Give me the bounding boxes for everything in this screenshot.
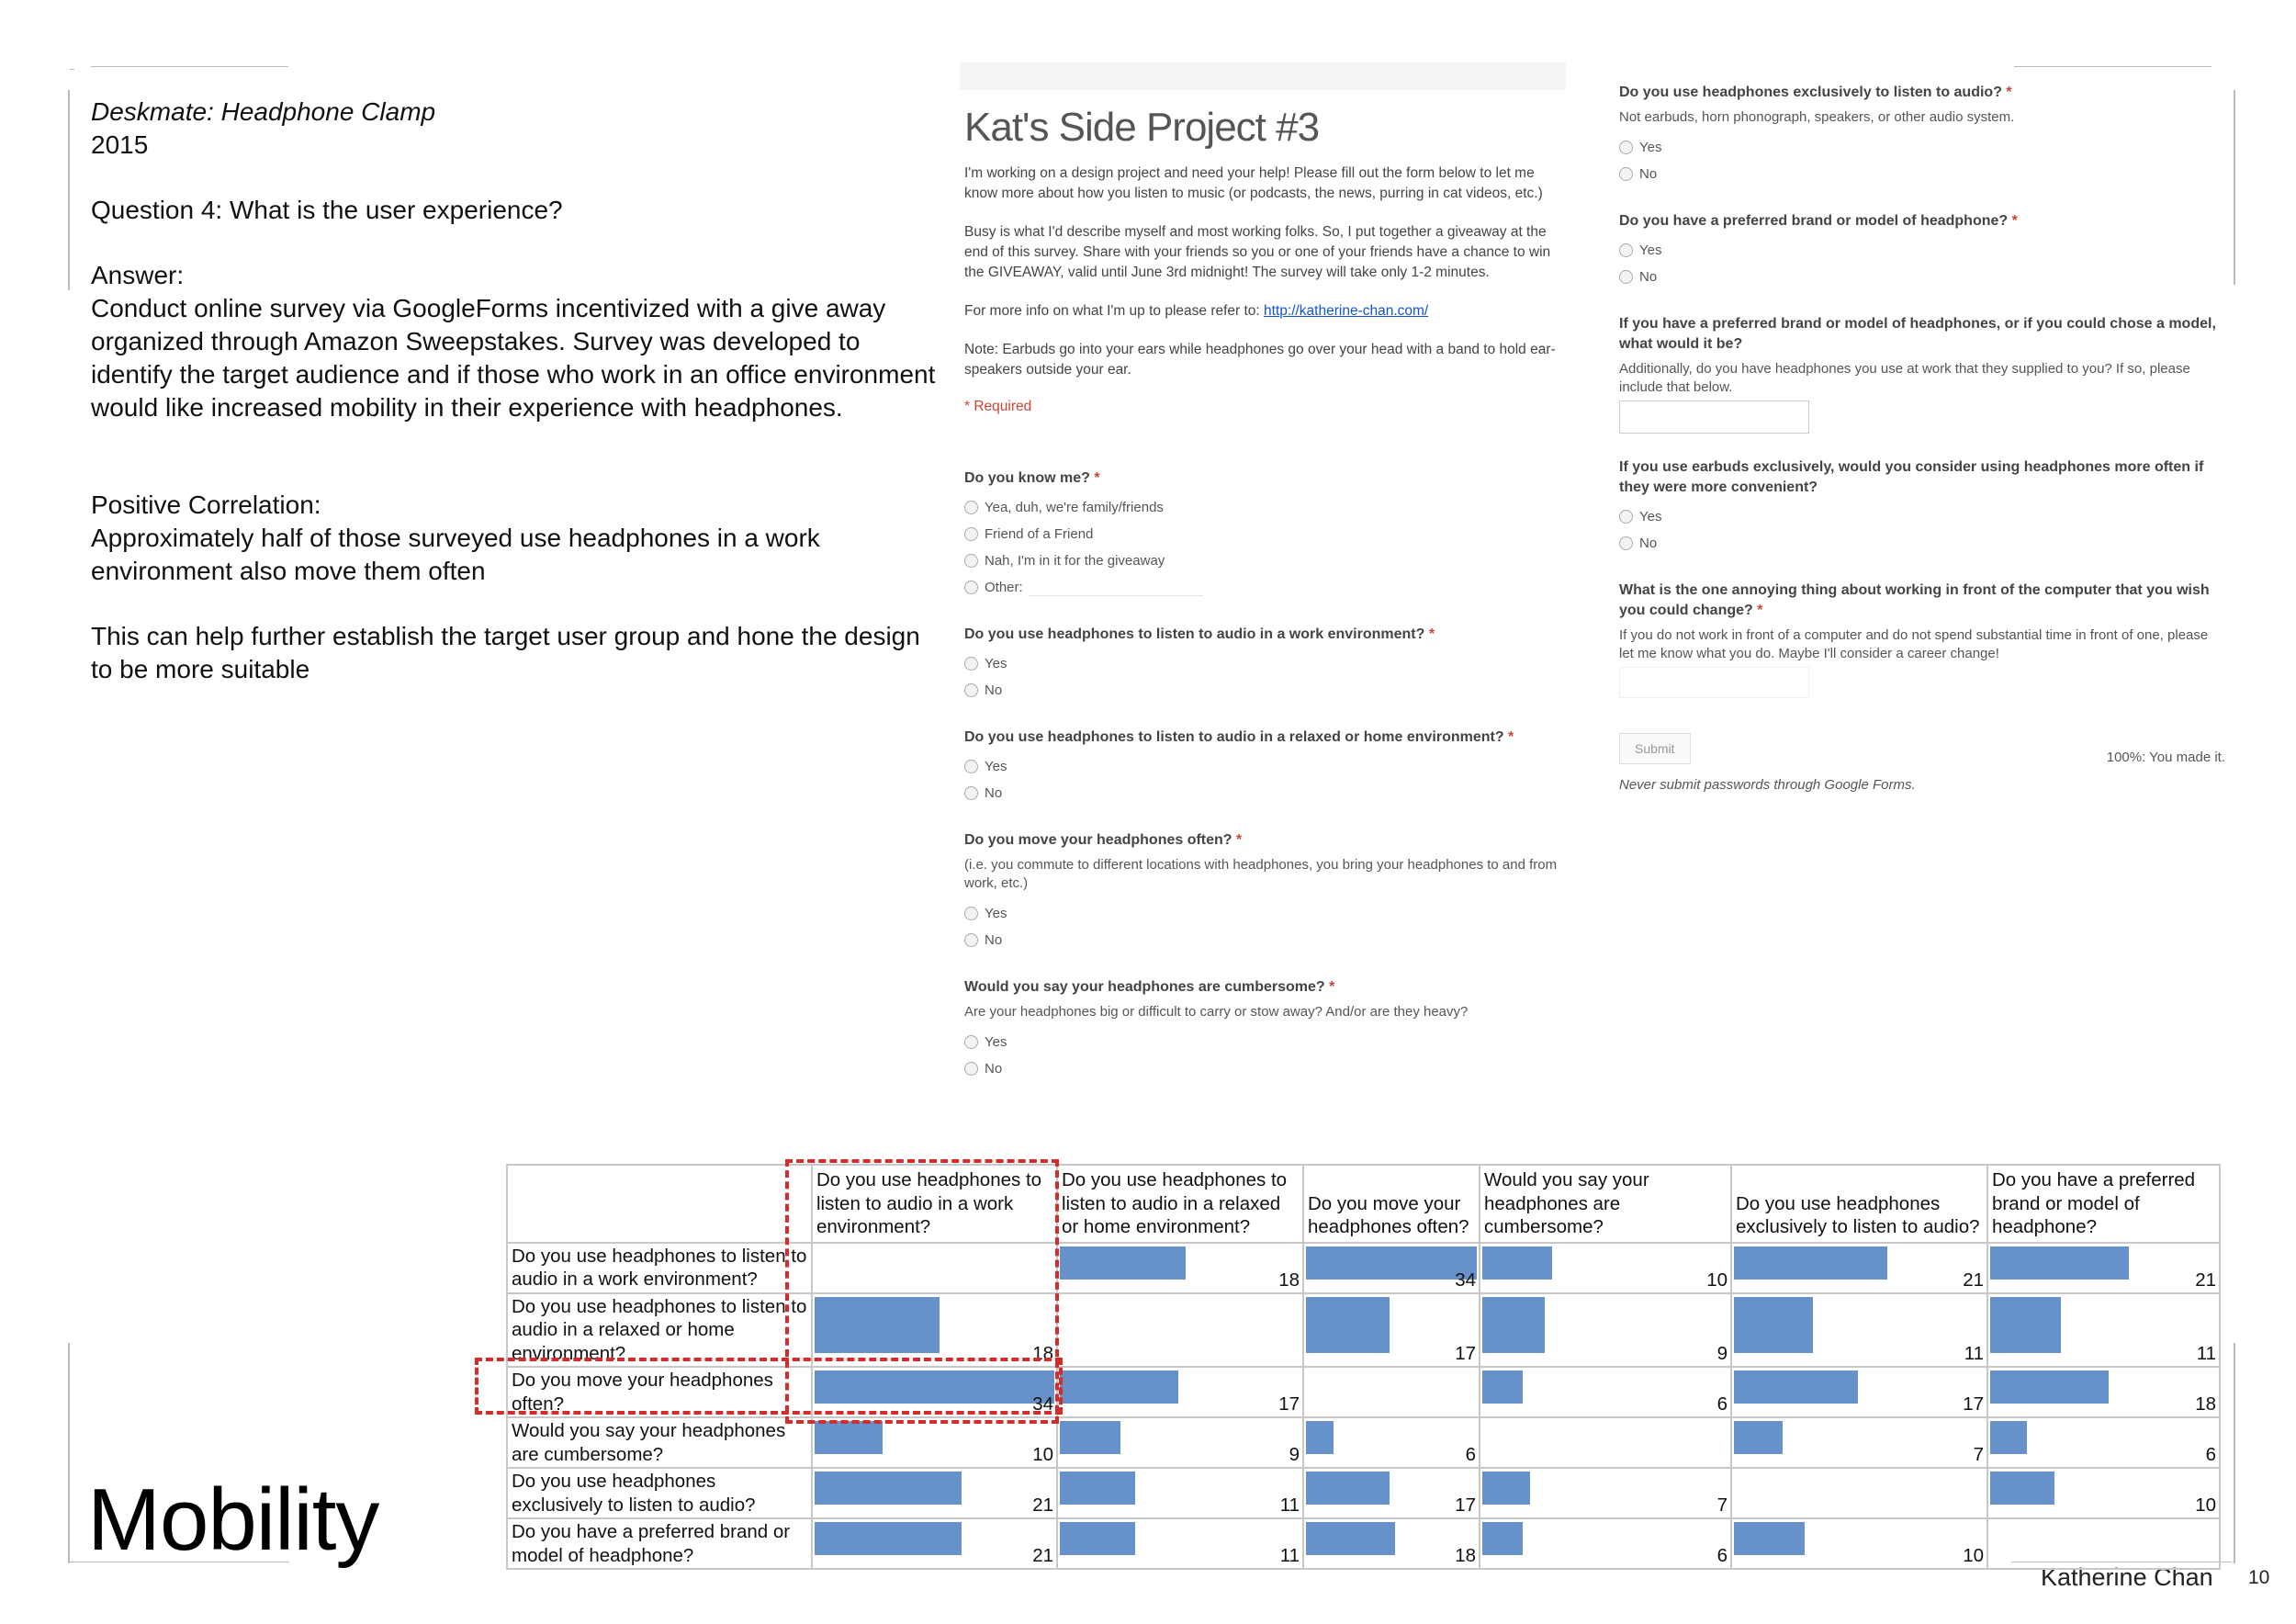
table-cell xyxy=(1057,1417,1303,1468)
data-bar xyxy=(1306,1472,1390,1505)
project-title: Deskmate: Headphone Clamp xyxy=(91,97,436,126)
table-cell xyxy=(1303,1367,1480,1417)
option-yes[interactable] xyxy=(964,900,1570,927)
option-label: No xyxy=(985,785,1003,801)
table-cell xyxy=(1731,1518,1987,1569)
table-cell xyxy=(1057,1518,1303,1569)
option-friend-of-friend[interactable] xyxy=(964,521,1570,547)
cell-value: 11 xyxy=(1279,1545,1300,1566)
radio-button[interactable] xyxy=(964,1062,978,1076)
option-label: No xyxy=(1639,166,1658,182)
project-year: 2015 xyxy=(91,130,149,159)
section-label: Mobility xyxy=(87,1471,379,1569)
brand-model-input[interactable] xyxy=(1619,400,1809,434)
column-header: Do you have a preferred brand or model of headphone? xyxy=(1987,1165,2220,1243)
data-bar xyxy=(1306,1421,1334,1454)
cell-value: 18 xyxy=(1032,1343,1053,1364)
cell-value: 6 xyxy=(2205,1444,2216,1465)
option-label: No xyxy=(985,1061,1003,1077)
radio-button[interactable] xyxy=(964,501,978,514)
table-row xyxy=(507,1518,2220,1569)
radio-button[interactable] xyxy=(1619,510,1633,524)
progress-text: 100%: You made it. xyxy=(2106,750,2225,765)
radio-button[interactable] xyxy=(964,581,978,594)
column-header: Do you move your headphones often? xyxy=(1303,1165,1480,1243)
option-label: Yea, duh, we're family/friends xyxy=(985,500,1164,515)
question-know-me xyxy=(964,468,1570,601)
option-label: No xyxy=(985,932,1003,948)
correlation-text: Approximately half of those surveyed use headphones in a work environment also move them often xyxy=(91,524,820,585)
author-name: Katherine Chan xyxy=(2041,1563,2213,1591)
submit-button[interactable]: Submit xyxy=(1619,733,1691,764)
table-cell xyxy=(1303,1243,1480,1293)
table-row xyxy=(507,1293,2220,1368)
question-label: Do you use headphones exclusively to listen to audio? xyxy=(1619,85,2002,100)
table-cell xyxy=(1480,1367,1731,1417)
table-cell xyxy=(1987,1293,2220,1368)
question-label: Do you know me? xyxy=(964,470,1090,486)
radio-button[interactable] xyxy=(1619,167,1633,181)
data-bar xyxy=(1990,1297,2061,1354)
table-corner-cell xyxy=(507,1165,812,1243)
question-label: Do you use headphones to listen to audio in a relaxed or home environment? xyxy=(964,729,1504,745)
table-cell xyxy=(1731,1417,1987,1468)
data-bar xyxy=(1060,1472,1135,1505)
conclusion-text: This can help further establish the target user group and hone the design to be more suitable xyxy=(91,622,920,683)
answer-heading: Answer: xyxy=(91,261,185,289)
data-bar xyxy=(1060,1421,1120,1454)
option-label: Yes xyxy=(985,759,1007,774)
option-yes[interactable] xyxy=(1619,134,2225,161)
data-bar xyxy=(1482,1370,1523,1404)
column-header: Do you use headphones exclusively to listen to audio? xyxy=(1731,1165,1987,1243)
never-submit-note: Never submit passwords through Google Forms. xyxy=(1619,777,1916,793)
option-other[interactable] xyxy=(964,574,1570,601)
question-brand-model xyxy=(1619,314,2225,434)
data-bar xyxy=(1990,1421,2027,1454)
table-cell xyxy=(1480,1468,1731,1518)
right-vertical-rule-bottom xyxy=(2234,1343,2235,1563)
required-note: * Required xyxy=(964,399,1032,414)
table-cell xyxy=(812,1518,1057,1569)
cell-value: 10 xyxy=(1706,1269,1728,1291)
cell-value: 18 xyxy=(2195,1393,2216,1415)
table-cell xyxy=(1987,1518,2220,1569)
page-number: 10 xyxy=(2248,1567,2270,1588)
table-cell xyxy=(1480,1243,1731,1293)
option-label: No xyxy=(985,682,1003,698)
data-bar xyxy=(1482,1472,1530,1505)
row-header: Do you move your headphones often? xyxy=(507,1367,812,1417)
option-label: Yes xyxy=(1639,140,1662,155)
cell-value: 6 xyxy=(1716,1393,1728,1415)
row-header: Do you use headphones exclusively to listen to audio? xyxy=(507,1468,812,1518)
cell-value: 6 xyxy=(1716,1545,1728,1566)
left-vertical-rule xyxy=(68,90,70,290)
data-bar xyxy=(1482,1297,1545,1354)
cell-value: 10 xyxy=(2195,1494,2216,1516)
cell-value: 34 xyxy=(1032,1393,1053,1415)
option-no[interactable] xyxy=(964,780,1570,806)
radio-button[interactable] xyxy=(964,933,978,947)
top-right-rule xyxy=(2014,66,2212,67)
question-annoying xyxy=(1619,581,2225,698)
cell-value: 11 xyxy=(1964,1343,1984,1364)
option-no[interactable] xyxy=(1619,530,2225,557)
option-yes[interactable] xyxy=(1619,503,2225,530)
required-star: * xyxy=(1508,729,1514,745)
option-label: Yes xyxy=(1639,242,1662,258)
table-cell xyxy=(1057,1468,1303,1518)
table-cell xyxy=(1480,1417,1731,1468)
option-label: No xyxy=(1639,536,1658,551)
option-no[interactable] xyxy=(1619,264,2225,290)
cell-value: 10 xyxy=(1963,1545,1984,1566)
table-cell xyxy=(1731,1367,1987,1417)
required-star: * xyxy=(1428,626,1435,642)
question-label: What is the one annoying thing about working in front of the computer that you wish you could change? xyxy=(1619,582,2210,618)
option-label: No xyxy=(1639,269,1658,285)
table-cell xyxy=(1480,1518,1731,1569)
data-bar xyxy=(1734,1421,1783,1454)
radio-button[interactable] xyxy=(964,1035,978,1049)
cell-value: 17 xyxy=(1455,1343,1476,1364)
question-label: Do you use headphones to listen to audio in a work environment? xyxy=(964,626,1425,642)
radio-button[interactable] xyxy=(1619,141,1633,154)
table-cell xyxy=(1057,1293,1303,1368)
option-label: Yes xyxy=(1639,509,1662,524)
cell-value: 7 xyxy=(1973,1444,1984,1465)
option-yes[interactable] xyxy=(1619,237,2225,264)
radio-button[interactable] xyxy=(1619,270,1633,284)
data-bar xyxy=(1734,1297,1813,1354)
question-help: Additionally, do you have headphones you use at work that they supplied to you? If so, please include that below. xyxy=(1619,361,2190,395)
question-work-env xyxy=(964,625,1570,704)
cell-value: 18 xyxy=(1455,1545,1476,1566)
cell-value: 18 xyxy=(1278,1269,1300,1291)
table-row xyxy=(507,1468,2220,1518)
question-text: Question 4: What is the user experience? xyxy=(91,196,563,224)
cell-value: 17 xyxy=(1455,1494,1476,1516)
table-cell xyxy=(1303,1417,1480,1468)
row-header: Do you use headphones to listen to audio in a work environment? xyxy=(507,1243,812,1293)
radio-button[interactable] xyxy=(1619,243,1633,257)
option-no[interactable] xyxy=(964,927,1570,953)
table-cell xyxy=(812,1468,1057,1518)
data-bar xyxy=(815,1421,883,1454)
required-star: * xyxy=(1094,470,1100,486)
table-cell xyxy=(1987,1243,2220,1293)
row-header: Would you say your headphones are cumbersome? xyxy=(507,1417,812,1468)
data-bar xyxy=(1990,1370,2109,1404)
column-header: Would you say your headphones are cumbersome? xyxy=(1480,1165,1731,1243)
radio-button[interactable] xyxy=(964,683,978,697)
row-header: Do you use headphones to listen to audio in a relaxed or home environment? xyxy=(507,1293,812,1368)
top-left-tick xyxy=(70,69,74,70)
cell-value: 9 xyxy=(1289,1444,1300,1465)
option-label: Other: xyxy=(985,580,1023,595)
question-help: (i.e. you commute to different locations with headphones, you bring your headphones to and from work, etc.) xyxy=(964,857,1558,891)
highlight-row-move-often xyxy=(475,1358,1063,1415)
row-header: Do you have a preferred brand or model of headphone? xyxy=(507,1518,812,1569)
radio-button[interactable] xyxy=(1619,536,1633,550)
form-column-left xyxy=(964,64,1570,1106)
right-vertical-rule xyxy=(2234,90,2235,285)
question-home-env xyxy=(964,727,1570,806)
question-label: Do you have a preferred brand or model of headphone? xyxy=(1619,213,2009,229)
radio-button[interactable] xyxy=(964,760,978,773)
question-move-often xyxy=(964,830,1570,953)
required-star: * xyxy=(1236,832,1243,848)
question-label: If you use earbuds exclusively, would you consider using headphones more often if they were more convenient? xyxy=(1619,459,2204,495)
radio-button[interactable] xyxy=(964,907,978,920)
table-cell xyxy=(1303,1293,1480,1368)
data-bar xyxy=(1734,1246,1887,1280)
option-label: Yes xyxy=(985,656,1007,671)
table-cell xyxy=(1480,1293,1731,1368)
table-cell xyxy=(1731,1243,1987,1293)
data-bar xyxy=(815,1522,962,1555)
top-left-rule xyxy=(91,66,288,67)
radio-button[interactable] xyxy=(964,657,978,671)
table-row xyxy=(507,1417,2220,1468)
required-star: * xyxy=(2006,85,2012,100)
question-cumbersome xyxy=(964,977,1570,1082)
required-star: * xyxy=(1757,603,1763,618)
cell-value: 21 xyxy=(1963,1269,1984,1291)
data-bar xyxy=(815,1472,962,1505)
option-yes[interactable] xyxy=(964,650,1570,677)
left-text-block xyxy=(91,96,945,686)
correlation-heading: Positive Correlation: xyxy=(91,491,321,519)
question-label: Do you move your headphones often? xyxy=(964,832,1232,848)
required-star: * xyxy=(1329,979,1335,995)
form-intro: I'm working on a design project and need your help! Please fill out the form below to let me know more about how you listen to music (or podcasts, the news, purring in cat videos, etc.) xyxy=(964,165,1543,201)
data-bar xyxy=(1990,1246,2129,1280)
cell-value: 34 xyxy=(1455,1269,1476,1291)
table-cell xyxy=(1987,1417,2220,1468)
data-bar xyxy=(1990,1472,2054,1505)
data-bar xyxy=(1306,1246,1477,1280)
column-header: Do you use headphones to listen to audio in a relaxed or home environment? xyxy=(1057,1165,1303,1243)
table-cell xyxy=(1057,1367,1303,1417)
data-bar xyxy=(1060,1370,1178,1404)
column-header: Do you use headphones to listen to audio in a work environment? xyxy=(812,1165,1057,1243)
question-label: If you have a preferred brand or model of headphones, or if you could chose a model, what would it be? xyxy=(1619,316,2216,352)
table-row xyxy=(507,1243,2220,1293)
table-cell xyxy=(1731,1468,1987,1518)
table-header-row xyxy=(507,1165,2220,1243)
radio-button[interactable] xyxy=(964,554,978,568)
cell-value: 21 xyxy=(2195,1269,2216,1291)
annoying-input[interactable] xyxy=(1619,667,1809,698)
data-bar xyxy=(1734,1370,1858,1404)
question-label: Would you say your headphones are cumbersome? xyxy=(964,979,1325,995)
radio-button[interactable] xyxy=(964,786,978,800)
option-label: Friend of a Friend xyxy=(985,526,1094,542)
cell-value: 9 xyxy=(1716,1343,1728,1364)
form-title: Kat's Side Project #3 xyxy=(964,105,1320,150)
data-bar xyxy=(1482,1522,1523,1555)
data-bar xyxy=(1060,1246,1186,1280)
left-vertical-rule-bottom xyxy=(68,1343,70,1563)
form-footer xyxy=(1619,722,2225,814)
cell-value: 7 xyxy=(1716,1494,1728,1516)
data-bar xyxy=(1734,1522,1805,1555)
cell-value: 11 xyxy=(2196,1343,2216,1364)
data-bar xyxy=(1306,1522,1395,1555)
question-help: Not earbuds, horn phonograph, speakers, or other audio system. xyxy=(1619,109,2015,125)
required-star: * xyxy=(2011,213,2018,229)
cell-value: 21 xyxy=(1032,1545,1053,1566)
cell-value: 21 xyxy=(1032,1494,1053,1516)
option-no[interactable] xyxy=(964,677,1570,704)
data-bar xyxy=(1060,1522,1135,1555)
other-text-input[interactable] xyxy=(1029,579,1203,596)
question-exclusive xyxy=(1619,83,2225,187)
option-yes[interactable] xyxy=(964,1029,1570,1055)
question-help: If you do not work in front of a computer and do not spend substantial time in front of one, please let me know what you do. Maybe I'll consider a career change! xyxy=(1619,627,2209,661)
form-note: Note: Earbuds go into your ears while headphones go over your head with a band to hold ear-speakers outside your ear. xyxy=(964,342,1556,378)
data-bar xyxy=(1306,1297,1390,1354)
more-info-prefix: For more info on what I'm up to please refer to: xyxy=(964,303,1265,319)
cell-value: 10 xyxy=(1032,1444,1053,1465)
form-more-info xyxy=(964,301,1570,321)
table-cell xyxy=(1731,1293,1987,1368)
table-cell xyxy=(812,1417,1057,1468)
option-no[interactable] xyxy=(1619,161,2225,187)
option-label: Yes xyxy=(985,906,1007,921)
question-help: Are your headphones big or difficult to carry or stow away? And/or are they heavy? xyxy=(964,1004,1469,1020)
cell-value: 17 xyxy=(1963,1393,1984,1415)
form-column-right xyxy=(1619,83,2225,814)
question-earbuds xyxy=(1619,457,2225,557)
answer-text: Conduct online survey via GoogleForms incentivized with a give away organized through Amazon Sweepstakes. Survey was developed to identify the target audience and if those who work in an office environment would like increased mobility in their experience with headphones. xyxy=(91,294,936,422)
option-yes[interactable] xyxy=(964,753,1570,780)
option-label: Yes xyxy=(985,1034,1007,1050)
option-no[interactable] xyxy=(964,1055,1570,1082)
option-label: Nah, I'm in it for the giveaway xyxy=(985,553,1165,569)
table-cell xyxy=(1987,1367,2220,1417)
radio-button[interactable] xyxy=(964,527,978,541)
option-giveaway[interactable] xyxy=(964,547,1570,574)
option-family[interactable] xyxy=(964,494,1570,521)
table-cell xyxy=(1303,1518,1480,1569)
cell-value: 17 xyxy=(1278,1393,1300,1415)
portfolio-link[interactable]: http://katherine-chan.com/ xyxy=(1264,303,1429,319)
data-bar xyxy=(1482,1246,1552,1280)
table-cell xyxy=(1987,1468,2220,1518)
cell-value: 11 xyxy=(1279,1494,1300,1516)
question-preferred-brand xyxy=(1619,211,2225,290)
cell-value: 6 xyxy=(1465,1444,1476,1465)
table-cell xyxy=(1303,1468,1480,1518)
form-giveaway: Busy is what I'd describe myself and most working folks. So, I put together a giveaway at the end of this survey. Share with your friends so you or one of your friends have a chance to win the GIVEAWAY, valid until June 3rd midnight! The survey will take only 1-2 minutes. xyxy=(964,224,1551,280)
table-cell xyxy=(1057,1243,1303,1293)
